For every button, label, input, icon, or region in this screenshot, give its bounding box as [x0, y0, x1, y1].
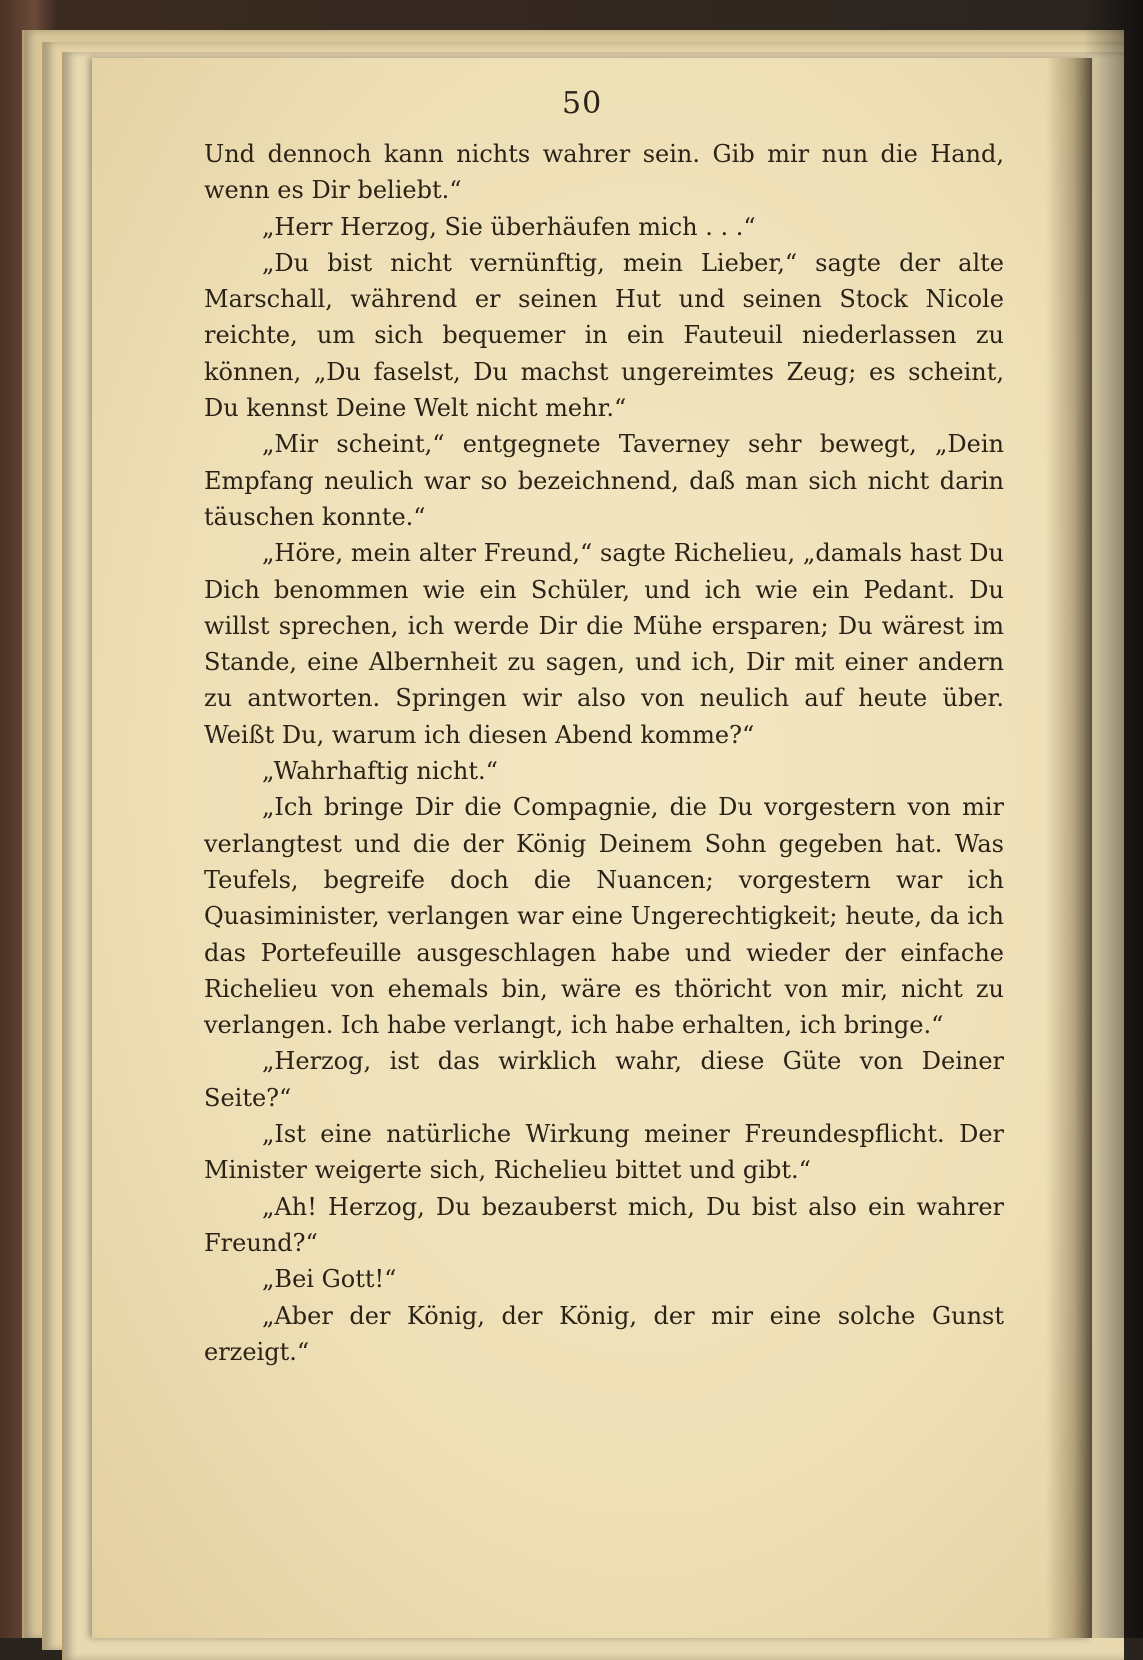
paragraph: „Du bist nicht vernünftig, mein Lieber,“ sagte der alte Marschall, während er seinen Hut und seinen Stock Nicole reichte, um sich bequemer in ein Fauteuil niederlassen zu können, „Du faselst, Du machst ungereimtes Zeug; es scheint, Du kennst Deine Welt nicht mehr.“ — [204, 248, 1004, 423]
paragraph: „Wahrhaftig nicht.“ — [262, 757, 498, 786]
page-text — [204, 136, 1004, 1370]
paragraph: „Ah! Herzog, Du bezauberst mich, Du bist also ein wahrer Freund?“ — [204, 1192, 1004, 1257]
paragraph: „Ist eine natürliche Wirkung meiner Freundespflicht. Der Minister weigerte sich, Richelieu bittet und gibt.“ — [204, 1120, 1004, 1185]
paragraph: „Bei Gott!“ — [262, 1265, 397, 1294]
spine-shadow — [1083, 0, 1143, 1638]
paragraph: „Höre, mein alter Freund,“ sagte Richelieu, „damals hast Du Dich benommen wie ein Schüler, und ich wie ein Pedant. Du willst sprechen, ich werde Dir die Mühe ersparen; Du wärest im Stande, eine Albernheit zu sagen, und ich, Dir mit einer andern zu antworten. Springen wir also von neulich auf heute über. Weißt Du, warum ich diesen Abend komme?“ — [204, 539, 1004, 749]
page-number: 50 — [562, 86, 603, 121]
paragraph: Und dennoch kann nichts wahrer sein. Gib mir nun die Hand, wenn es Dir beliebt.“ — [204, 140, 1004, 205]
paragraph: „Mir scheint,“ entgegnete Taverney sehr bewegt, „Dein Empfang neulich war so bezeichnend, daß man sich nicht darin täuschen konnte.“ — [204, 430, 1004, 531]
paragraph: „Ich bringe Dir die Compagnie, die Du vorgestern von mir verlangtest und die der König Deinem Sohn gegeben hat. Was Teufels, begreife doch die Nuancen; vorgestern war ich Quasiminister, verlangen war eine Ungerechtigkeit; heute, da ich das Portefeuille ausgeschlagen habe und wieder der einfache Richelieu von ehemals bin, wäre es thöricht von mir, nicht zu verlangen. Ich habe verlangt, ich habe erhalten, ich bringe.“ — [204, 793, 1004, 1040]
paragraph: „Herzog, ist das wirklich wahr, diese Güte von Deiner Seite?“ — [204, 1047, 1004, 1112]
paragraph: „Aber der König, der König, der mir eine solche Gunst erzeigt.“ — [204, 1301, 1004, 1366]
paragraph: „Herr Herzog, Sie überhäufen mich . . .“ — [262, 212, 756, 241]
book-page — [92, 58, 1092, 1638]
